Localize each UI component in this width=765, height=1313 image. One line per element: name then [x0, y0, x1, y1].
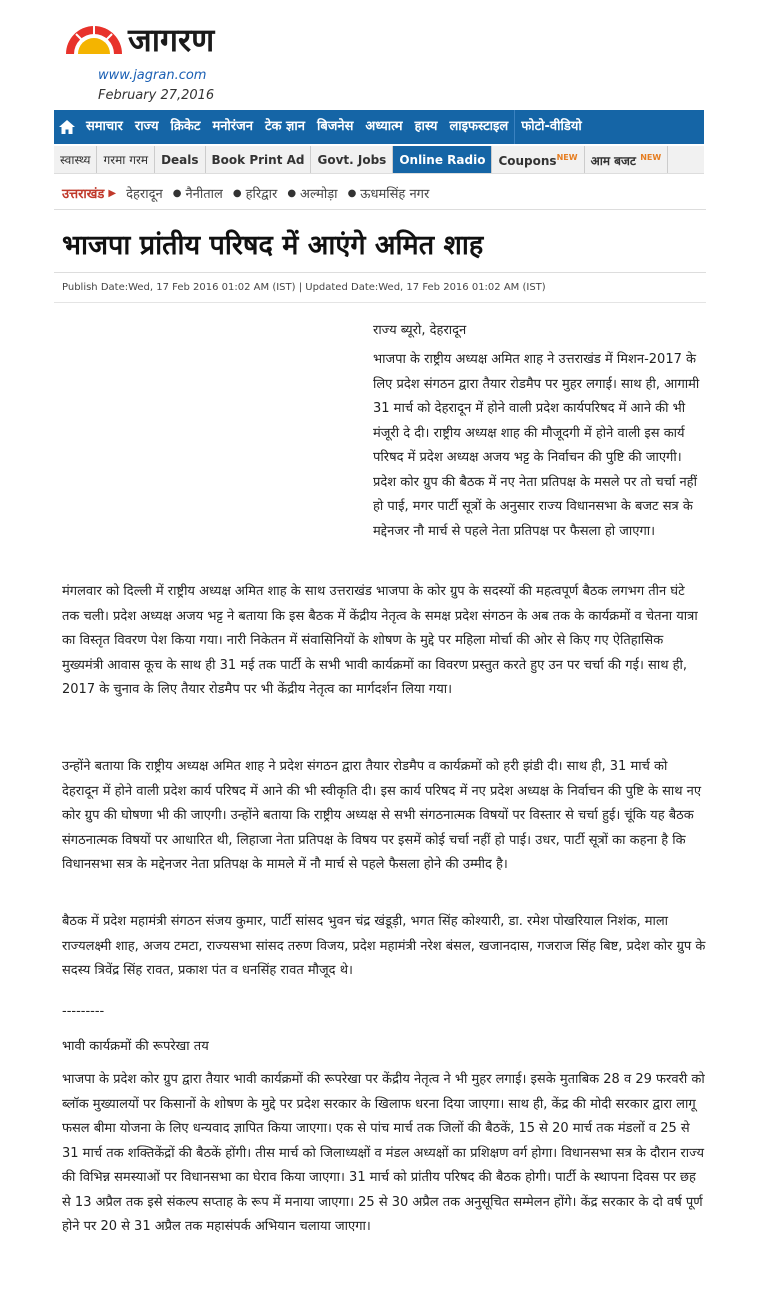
breadcrumb-state[interactable]: उत्तराखंड — [62, 187, 105, 202]
breadcrumb-city[interactable]: देहरादून — [126, 187, 163, 202]
nav-item-lifestyle[interactable]: लाइफस्टाइल — [449, 119, 509, 134]
nav-home[interactable] — [54, 110, 80, 144]
breadcrumb-city[interactable]: हरिद्वार — [245, 187, 278, 202]
bullet-icon: ● — [232, 187, 242, 199]
nav-item-hasya[interactable]: हास्य — [414, 119, 438, 134]
divider — [54, 272, 706, 273]
site-header — [62, 18, 362, 108]
subnav-item-budget[interactable] — [585, 146, 669, 174]
article-paragraph: भाजपा के प्रदेश कोर ग्रुप द्वारा तैयार भावी कार्यक्रमों की रूपरेखा पर केंद्रीय नेतृत्व ने भी मुहर लगाई। इसके मुताबिक 28 व 29 फरवरी को ब्लॉक मुख्यालयों पर किसानों के शोषण के मुद्दे पर प्रदेश सरकार के खिलाफ धरना दिया जाएगा। साथ ही, केंद्र की मोदी सरकार द्वारा लागू फसल बीमा योजना के लिए धन्यवाद ज्ञापित किया जाएगा। एक से पांच मार्च तक जिलों की बैठकें, 15 से 20 मार्च तक मंडलों व 25 से 31 मार्च तक शक्तिकेंद्रों की बैठकें होंगी। तीस मार्च को जिलाध्यक्षों व मंडल अध्यक्षों का प्रशिक्षण वर्ग होगा। विधानसभा सत्र के दौरान राज्य की विभिन्न समस्याओं पर विधानसभा का घेराव किया जाएगा। 31 मार्च को प्रांतीय परिषद की बैठक होगी। पार्टी के स्थापना दिवस पर छह से 13 अप्रैल तक इसे संकल्प सप्ताह के रूप में मनाया जाएगा। 25 से 30 अप्रैल तक अनुसूचित सम्मेलन होंगे। केंद्र सरकार के दो वर्ष पूर्ण होने पर 20 से 31 अप्रैल तक महासंपर्क अभियान चलाया जाएगा। — [62, 1072, 705, 1234]
nav-item-manoranjan[interactable]: मनोरंजन — [212, 119, 253, 134]
caret-right-icon: ▶ — [108, 187, 117, 199]
sunrise-logo-icon[interactable] — [62, 22, 126, 56]
nav-item-tech[interactable]: टेक ज्ञान — [264, 119, 305, 134]
article-paragraph: बैठक में प्रदेश महामंत्री संगठन संजय कुमार, पार्टी सांसद भुवन चंद्र खंडूड़ी, भगत सिंह कोश्यारी, डा. रमेश पोखरियाल निशंक, माला राज्यलक्ष्मी शाह, अजय टमटा, राज्यसभा सांसद तरुण विजय, प्रदेश महामंत्री नरेश बंसल, खजानदास, गजराज सिंह बिष्ट, प्रदेश कोर ग्रुप के सदस्य त्रिवेंद्र सिंह रावत, प्रकाश पंत व धनसिंह रावत मौजूद थे। — [62, 914, 706, 978]
coupons-label: Coupons — [498, 154, 557, 168]
site-date: February 27,2016 — [98, 88, 215, 103]
nav-item-business[interactable]: बिजनेस — [316, 119, 354, 134]
subnav-item-coupons[interactable] — [492, 146, 584, 174]
breadcrumb — [62, 182, 704, 204]
subnav-item-deals[interactable]: Deals — [155, 146, 205, 174]
nav-item-adhyatma[interactable]: अध्यात्म — [365, 119, 403, 134]
divider — [54, 302, 706, 303]
article-byline: राज्य ब्यूरो, देहरादून — [373, 323, 467, 338]
sub-nav — [54, 146, 704, 174]
nav-item-rajya[interactable]: राज्य — [134, 119, 159, 134]
article-paragraph: मंगलवार को दिल्ली में राष्ट्रीय अध्यक्ष अमित शाह के साथ उत्तराखंड भाजपा के कोर ग्रुप के सदस्यों की महत्वपूर्ण बैठक लगभग तीन घंटे तक चली। प्रदेश अध्यक्ष अजय भट्ट ने बताया कि इस बैठक में केंद्रीय नेतृत्व के समक्ष प्रदेश संगठन के अब तक के कार्यक्रमों व चेतना यात्रा का विस्तृत विवरण पेश किया गया। नारी निकेतन में संवासिनियों के शोषण के मुद्दे पर महिला मोर्चा की ओर से किए गए ऐतिहासिक मुख्यमंत्री आवास कूच के साथ ही 31 मई तक पार्टी के सभी भावी कार्यक्रमों का विवरण प्रस्तुत करते हुए उन पर चर्चा की गई। साथ ही, 2017 के चुनाव के लिए तैयार रोडमैप पर भी केंद्रीय नेतृत्व का मार्गदर्शन लिया गया। — [62, 584, 698, 697]
article-subheading: भावी कार्यक्रमों की रूपरेखा तय — [62, 1039, 209, 1054]
subnav-item-online-radio[interactable]: Online Radio — [393, 146, 492, 174]
nav-item-samachar[interactable]: समाचार — [86, 119, 123, 134]
article-paragraph: उन्होंने बताया कि राष्ट्रीय अध्यक्ष अमित शाह ने प्रदेश संगठन द्वारा तैयार रोडमैप व कार्यक्रमों को हरी झंडी दी। साथ ही, 31 मार्च को देहरादून में होने वाली प्रदेश कार्य परिषद में आने की भी स्वीकृति दी। इस कार्य परिषद में नए प्रदेश अध्यक्ष के निर्वाचन की पुष्टि के साथ नए कोर ग्रुप की घोषणा भी की जाएगी। उन्होंने बताया कि राष्ट्रीय अध्यक्ष से सभी संगठनात्मक विषयों पर विस्तार से चर्चा हुई। चूंकि यह बैठक संगठनात्मक विषयों पर आधारित थी, लिहाजा नेता प्रतिपक्ष के विषय पर इसमें कोई चर्चा नहीं हो पाई। उधर, पार्टी सूत्रों का कहना है कि विधानसभा सत्र के मद्देनजर नेता प्रतिपक्ष के मामले में नौ मार्च से पहले फैसला होने की उम्मीद है। — [62, 759, 702, 872]
bullet-icon: ● — [347, 187, 357, 199]
subnav-item-book-print-ad[interactable]: Book Print Ad — [206, 146, 312, 174]
new-badge: NEW — [640, 153, 662, 162]
new-badge: NEW — [556, 153, 578, 162]
main-nav — [54, 110, 704, 144]
subnav-item-health[interactable]: स्वास्थ्य — [54, 146, 97, 174]
publish-date: Publish Date:Wed, 17 Feb 2016 01:02 AM (IST) | Updated Date:Wed, 17 Feb 2016 01:02 AM (IST) — [62, 282, 546, 293]
breadcrumb-city[interactable]: ऊधमसिंह नगर — [360, 187, 430, 202]
subnav-item-garma-garam[interactable]: गरमा गरम — [97, 146, 155, 174]
site-logo-text[interactable]: जागरण — [128, 21, 215, 59]
nav-item-photo-video[interactable]: फोटो-वीडियो — [521, 119, 582, 134]
budget-label: आम बजट — [590, 154, 636, 168]
article-title: भाजपा प्रांतीय परिषद में आएंगे अमित शाह — [62, 230, 484, 261]
subnav-item-govt-jobs[interactable]: Govt. Jobs — [311, 146, 393, 174]
bullet-icon: ● — [287, 187, 297, 199]
home-icon — [59, 120, 75, 134]
section-separator: --------- — [62, 1004, 105, 1019]
bullet-icon: ● — [172, 187, 182, 199]
article-lead-paragraph: भाजपा के राष्ट्रीय अध्यक्ष अमित शाह ने उत्तराखंड में मिशन-2017 के लिए प्रदेश संगठन द्वारा तैयार रोडमैप पर मुहर लगाई। साथ ही, आगामी 31 मार्च को देहरादून में होने वाली प्रदेश कार्यपरिषद में आने की भी मंजूरी दे दी। राष्ट्रीय अध्यक्ष शाह की मौजूदगी में होने वाली इस कार्य परिषद में प्रदेश अध्यक्ष अजय भट्ट के निर्वाचन की पुष्टि की जाएगी। प्रदेश कोर ग्रुप की बैठक में नए नेता प्रतिपक्ष के मसले पर तो चर्चा नहीं हो पाई, मगर पार्टी सूत्रों के अनुसार राज्य विधानसभा के बजट सत्र के मद्देनजर नौ मार्च से पहले नेता प्रतिपक्ष पर फैसला हो जाएगा। — [373, 352, 700, 539]
site-url[interactable]: www.jagran.com — [98, 68, 207, 83]
breadcrumb-city[interactable]: अल्मोड़ा — [300, 187, 338, 202]
nav-item-cricket[interactable]: क्रिकेट — [170, 119, 201, 134]
breadcrumb-city[interactable]: नैनीताल — [185, 187, 223, 202]
divider — [54, 209, 706, 210]
